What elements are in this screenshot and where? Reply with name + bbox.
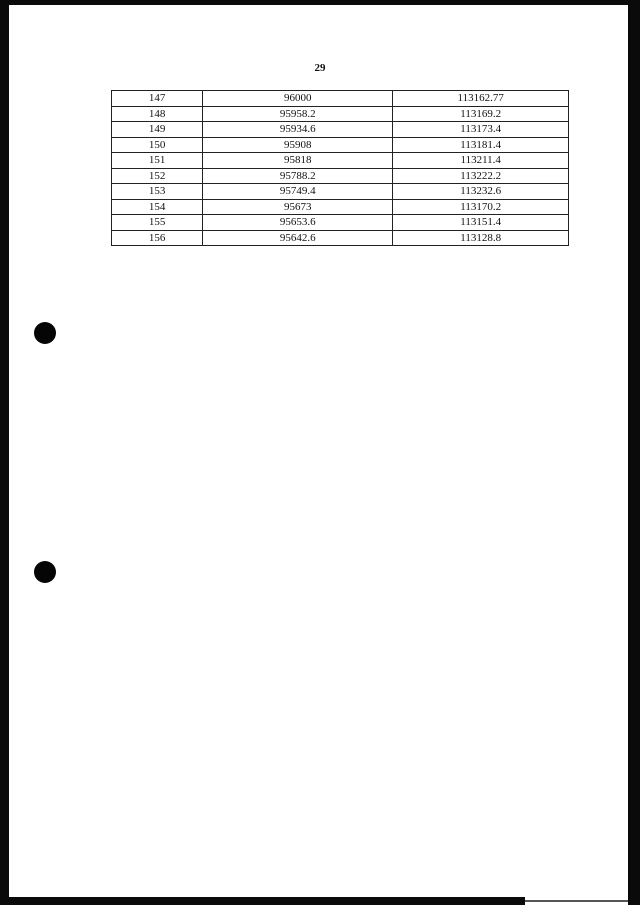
table-cell-value-1: 95749.4 [203,184,393,200]
table-cell-value-2: 113128.8 [393,230,569,246]
table-cell-index: 148 [112,106,203,122]
table-row [112,137,569,153]
table-cell-index: 156 [112,230,203,246]
data-table [111,90,569,246]
table-cell-value-2: 113170.2 [393,199,569,215]
table-row [112,106,569,122]
table-row [112,91,569,107]
table-cell-value-1: 95908 [203,137,393,153]
table-cell-value-1: 95788.2 [203,168,393,184]
table-cell-value-1: 95653.6 [203,215,393,231]
table-row [112,184,569,200]
table-cell-index: 153 [112,184,203,200]
table-cell-index: 151 [112,153,203,169]
punch-hole-upper [34,322,56,344]
table-row [112,153,569,169]
table-cell-index: 154 [112,199,203,215]
table-cell-value-1: 95642.6 [203,230,393,246]
table-row [112,199,569,215]
scan-border-bottom-thin [525,900,628,902]
table-cell-value-2: 113173.4 [393,122,569,138]
table-cell-value-2: 113169.2 [393,106,569,122]
table-cell-value-1: 96000 [203,91,393,107]
table-cell-index: 149 [112,122,203,138]
table-cell-value-2: 113211.4 [393,153,569,169]
table-row [112,230,569,246]
table-cell-value-1: 95818 [203,153,393,169]
table-cell-value-1: 95934.6 [203,122,393,138]
table-cell-index: 147 [112,91,203,107]
punch-hole-lower [34,561,56,583]
table-cell-index: 152 [112,168,203,184]
table-row [112,122,569,138]
table-row [112,168,569,184]
scan-border-right [628,0,640,905]
table-cell-value-2: 113151.4 [393,215,569,231]
scan-border-top [0,0,630,5]
table-cell-value-2: 113232.6 [393,184,569,200]
scan-border-left [0,0,9,905]
table-cell-index: 150 [112,137,203,153]
page-number: 29 [314,62,326,74]
table-cell-value-1: 95958.2 [203,106,393,122]
scan-border-bottom [0,897,525,905]
table-cell-value-2: 113181.4 [393,137,569,153]
table-cell-index: 155 [112,215,203,231]
table-cell-value-2: 113162.77 [393,91,569,107]
table-cell-value-1: 95673 [203,199,393,215]
table-cell-value-2: 113222.2 [393,168,569,184]
table-row [112,215,569,231]
